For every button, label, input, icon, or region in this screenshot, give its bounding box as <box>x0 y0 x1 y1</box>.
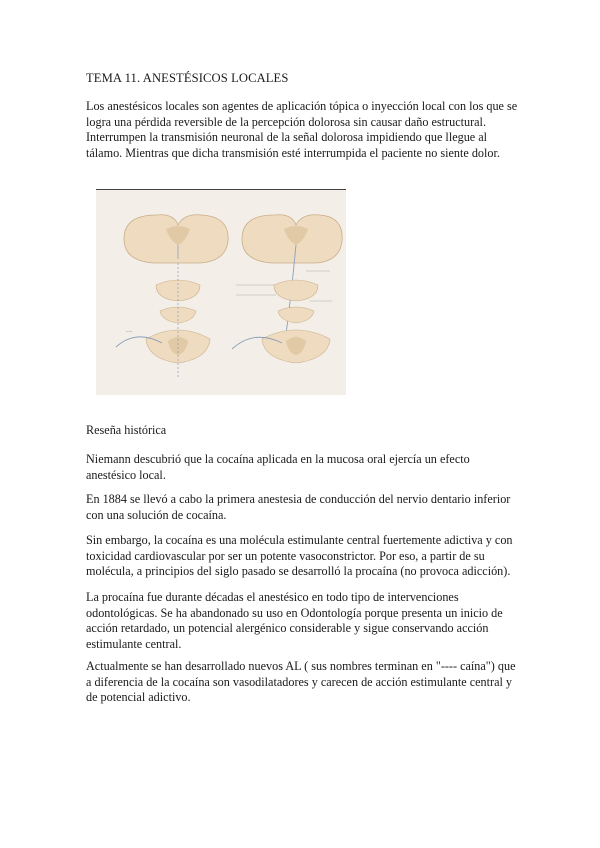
history-paragraph: Niemann descubrió que la cocaína aplicada en la mucosa oral ejercía un efecto anestésico local. <box>86 452 470 482</box>
section-heading: Reseña histórica <box>86 423 167 437</box>
history-paragraph: Sin embargo, la cocaína es una molécula estimulante central fuertemente adictiva y con toxicidad cardiovascular por ser un potente vasoconstrictor. Por eso, a partir de su molécula, a principios del siglo pasado se desarrolló la procaína (no provoca adicción). <box>86 533 513 579</box>
history-paragraph: Actualmente se han desarrollado nuevos AL ( sus nombres terminan en "---- caína") que a diferencia de la cocaína son vasodilatadores y carecen de acción estimulante central y de potencial adictivo. <box>86 659 516 705</box>
page-title: TEMA 11. ANESTÉSICOS LOCALES <box>86 71 289 85</box>
pain-pathway-diagram-icon <box>96 189 346 395</box>
svg-text:·····: ····· <box>126 329 133 334</box>
pain-pathway-figure <box>96 189 346 395</box>
history-paragraph: En 1884 se llevó a cabo la primera anestesia de conducción del nervio dentario inferior con una solución de cocaína. <box>86 492 511 522</box>
history-paragraph: La procaína fue durante décadas el anestésico en todo tipo de intervenciones odontológicas. Se ha abandonado su uso en Odontología porque presenta un inicio de acción retardado, un potencial alergénico considerable y sigue conservando acción estimulante central. <box>86 590 503 651</box>
intro-paragraph: Los anestésicos locales son agentes de aplicación tópica o inyección local con los que se logra una pérdida reversible de la percepción dolorosa sin causar daño estructural. Interrumpen la transmisión neuronal de la señal dolorosa impidiendo que llegue al tálamo. Mientras que dicha transmisión esté interrumpida el paciente no siente dolor. <box>86 99 518 160</box>
